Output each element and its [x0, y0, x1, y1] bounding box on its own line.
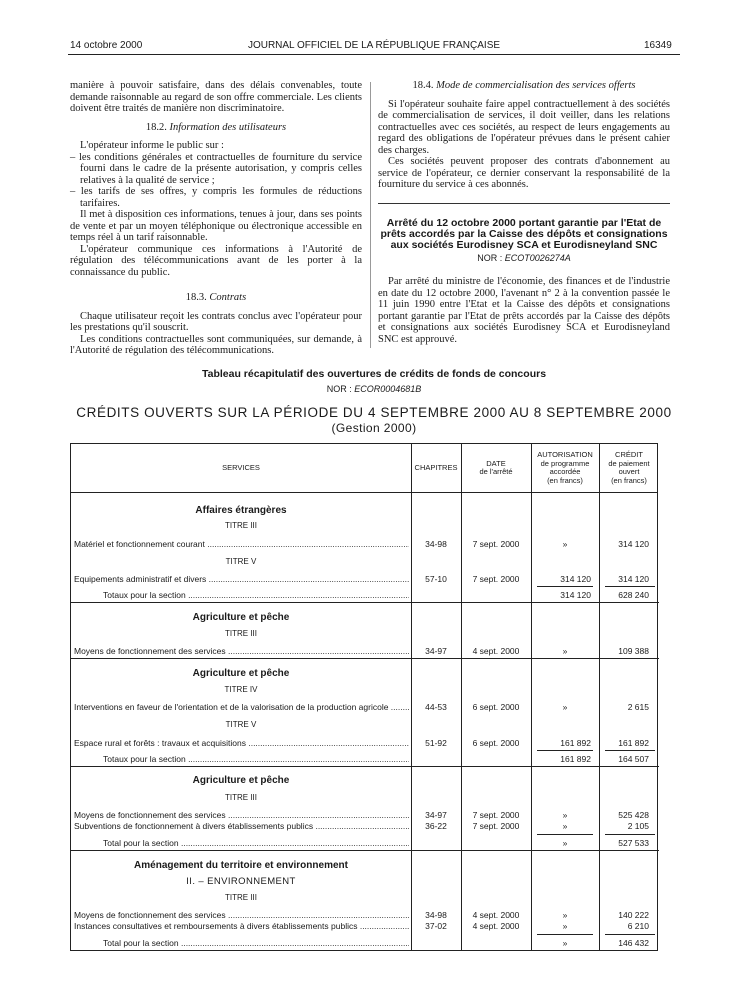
page-number: 16349 — [644, 40, 672, 51]
titre-label: TITRE III — [225, 629, 257, 638]
table-nor: NOR : ECOR0004681B — [326, 384, 422, 394]
column-rule — [599, 444, 600, 950]
table-row: Moyens de fonctionnement des services ..... 34-97 4 sept. 2000 » 109 388 — [71, 646, 659, 657]
section-heading: 18.3. Contrats — [185, 292, 247, 303]
paragraph: Si l'opérateur souhaite faire appel contractuellement à des sociétés de commercialisation de services, il doit veiller, dans les relations contractuelles avec ces sociétés, au respect de leurs engagements au regard des obligations de l'opérateur prévues dans le présent cahier des charges. — [378, 98, 670, 156]
column-rule — [411, 444, 412, 950]
table-row: Matériel et fonctionnement courant ..... 34-98 7 sept. 2000 » 314 120 — [71, 539, 659, 550]
header-date: DATE de l'arrêté — [479, 458, 513, 476]
sum-rule — [605, 834, 655, 835]
titre-label: TITRE III — [225, 893, 257, 902]
paragraph: L'opérateur communique ces informations à l'Autorité de régulation des télécommunications avant de les porter à la connaissance du public. — [70, 243, 362, 278]
sum-rule — [537, 934, 593, 935]
sum-rule — [605, 750, 655, 751]
list-item: – les tarifs de ses offres, y compris les formules de réductions tarifaires. — [70, 186, 362, 209]
table-row: Moyens de fonctionnement des services ..... 34-97 7 sept. 2000 » 525 428 — [71, 810, 659, 821]
section-rule — [378, 203, 670, 204]
header-services: SERVICES — [222, 462, 260, 472]
column-rule — [531, 444, 532, 950]
sum-rule — [605, 586, 655, 587]
total-row: Totaux pour la section ..... 161 892 164 507 — [71, 754, 659, 765]
section-heading: 18.2. Information des utilisateurs — [145, 121, 287, 133]
table-row: Subventions de fonctionnement à divers établissements publics ..... 36-22 7 sept. 2000 » 2 105 — [71, 821, 659, 832]
paragraph: Chaque utilisateur reçoit les contrats conclus avec l'opérateur pour les prestations qu'il souscrit. — [70, 310, 362, 333]
section-name: Agriculture et pêche — [192, 775, 290, 786]
section-name: Aménagement du territoire et environnement — [134, 860, 348, 871]
titre-label: TITRE V — [225, 720, 257, 729]
section-name: Affaires étrangères — [195, 505, 287, 516]
titre-label: TITRE V — [225, 557, 257, 566]
table-subheading: (Gestion 2000) — [331, 421, 417, 435]
paragraph: Les conditions contractuelles sont communiquées, sur demande, à l'Autorité de régulation des télécommunications. — [70, 333, 362, 356]
header-date: 14 octobre 2000 — [70, 40, 143, 51]
header-chapitres: CHAPITRES — [414, 462, 458, 472]
right-column — [378, 80, 670, 345]
header-rule — [68, 54, 680, 55]
paragraph: Par arrêté du ministre de l'économie, des finances et de l'industrie en date du 12 octobre 2000, l'avenant n° 2 à la convention passée le 11 juin 1990 entre l'Etat et la Caisse des dépôts et consignations portant garantie par l'Etat de prêts accordés par la Caisse des dépôts et consignations aux sociétés Eurodisney SCA et Eurodisneyland SNC est approuvé. — [378, 276, 670, 345]
credits-table — [70, 443, 658, 951]
paragraph: manière à pouvoir satisfaire, dans des délais convenables, toute demande raisonnable au regard de son offre commerciale. Les clients doivent être traités de manière non discriminatoire. — [70, 80, 362, 114]
table-row: Instances consultatives et remboursements à divers établissements publics ..... 37-02 4 sept. 2000 » 6 210 — [71, 921, 659, 932]
column-rule — [461, 444, 462, 950]
table-heading: CRÉDITS OUVERTS SUR LA PÉRIODE DU 4 SEPTEMBRE 2000 AU 8 SEPTEMBRE 2000 — [76, 405, 672, 420]
total-row: Totaux pour la section ..... 314 120 628 240 — [71, 590, 659, 601]
header-credit: CRÉDIT de paiement ouvert (en francs) — [608, 450, 650, 485]
header-rule — [71, 492, 657, 493]
paragraph: L'opérateur informe le public sur : — [80, 140, 224, 151]
list-item: – les conditions générales et contractuelles de fourniture du service fourni dans le cadre de la présente autorisation, y compris celles relatives à la qualité de service ; — [70, 151, 362, 186]
table-row: Equipements administratif et divers ..... 57-10 7 sept. 2000 314 120 314 120 — [71, 574, 659, 585]
sum-rule — [537, 834, 593, 835]
paragraph: Ces sociétés peuvent proposer des contrats d'abonnement au service de l'opérateur, ce dernier conservant la responsabilité de la fourniture du service à ces abonnés. — [378, 156, 670, 190]
table-row: Interventions en faveur de l'orientation et de la valorisation de la production agricole ..... 44-53 6 sept. 2000 » 2 615 — [71, 702, 659, 713]
section-rule — [71, 658, 659, 659]
section-name: Agriculture et pêche — [192, 668, 290, 679]
table-row: Moyens de fonctionnement des services ..... 34-98 4 sept. 2000 » 140 222 — [71, 910, 659, 921]
table-title: Tableau récapitulatif des ouvertures de crédits de fonds de concours — [201, 368, 547, 380]
sum-rule — [537, 750, 593, 751]
total-row: Total pour la section ..... » 527 533 — [71, 838, 659, 849]
total-row: Total pour la section ..... » 146 432 — [71, 938, 659, 949]
subsection-name: II. – ENVIRONNEMENT — [186, 876, 296, 887]
titre-label: TITRE IV — [224, 685, 258, 694]
journal-title: JOURNAL OFFICIEL DE LA RÉPUBLIQUE FRANÇAISE — [247, 40, 501, 51]
section-rule — [71, 766, 659, 767]
nor-reference: NOR : ECOT0026274A — [477, 252, 571, 263]
sum-rule — [605, 934, 655, 935]
header-autorisation: AUTORISATION de programme accordée (en francs) — [537, 450, 593, 485]
section-rule — [71, 850, 659, 851]
arrete-title: Arrêté du 12 octobre 2000 portant garantie par l'Etat de prêts accordés par la Caisse des dépôts et consignations aux sociétés Eurodisney SCA et Eurodisneyland SNC — [380, 216, 668, 251]
table-row: Espace rural et forêts : travaux et acquisitions ..... 51-92 6 sept. 2000 161 892 161 892 — [71, 738, 659, 749]
section-rule — [71, 602, 659, 603]
left-column — [70, 80, 362, 357]
section-heading: 18.4. Mode de commercialisation des services offerts — [412, 80, 636, 91]
paragraph: Il met à disposition ces informations, tenues à jour, dans ses points de vente et par un moyen téléphonique ou électronique accessible en temps réel à un tarif raisonnable. — [70, 209, 362, 243]
titre-label: TITRE III — [225, 521, 257, 530]
titre-label: TITRE III — [225, 793, 257, 802]
sum-rule — [537, 586, 593, 587]
section-name: Agriculture et pêche — [192, 612, 290, 623]
column-divider — [370, 82, 371, 348]
